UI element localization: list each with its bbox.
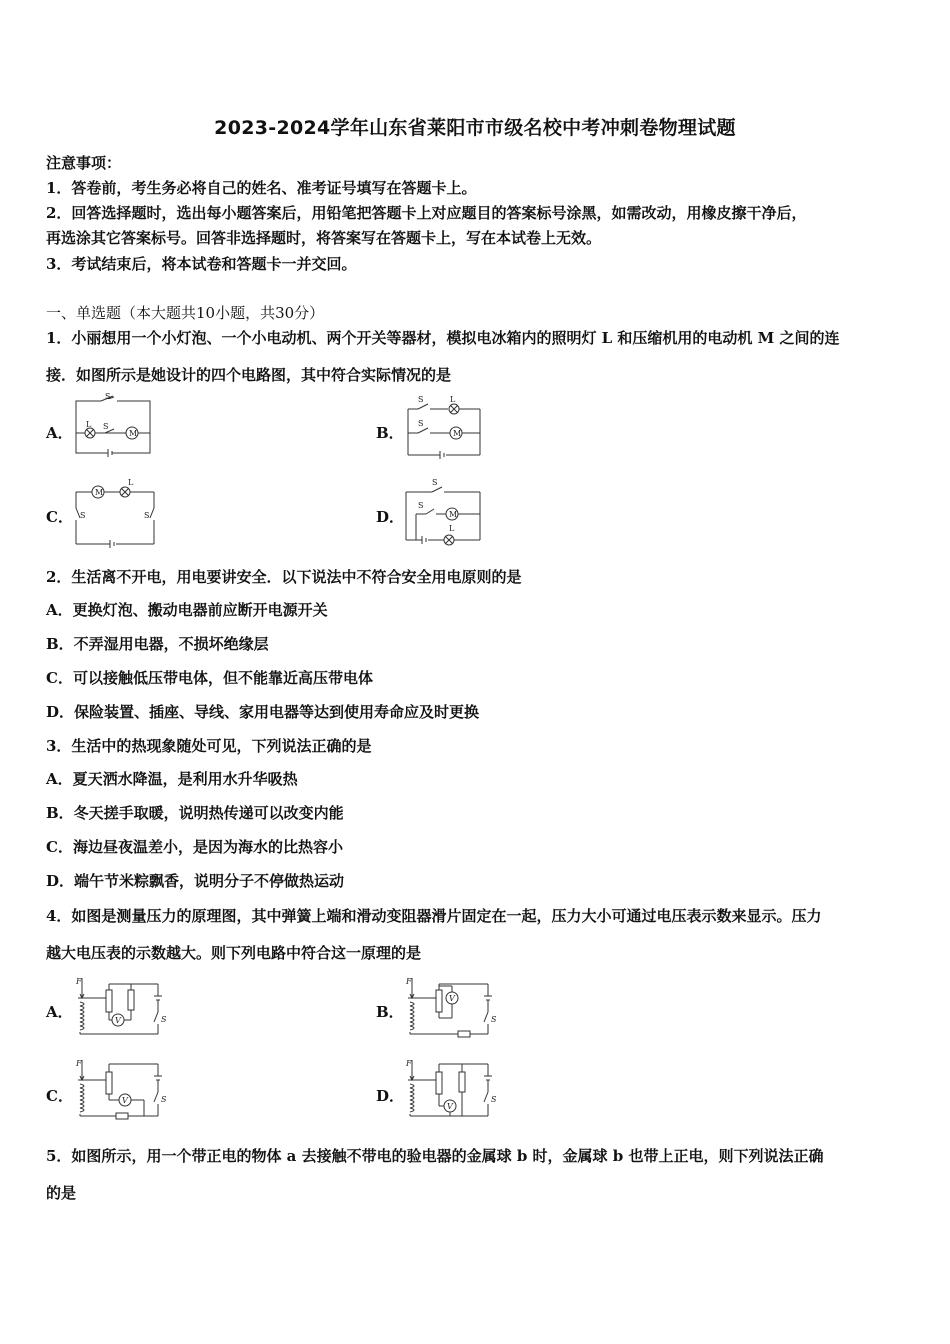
- q1-option-d-label[interactable]: D．: [376, 508, 405, 526]
- notice-item: 3．考试结束后，将本试卷和答题卡一并交回。: [46, 255, 357, 273]
- q4-circuit-a: [70, 972, 170, 1042]
- s2-label: S: [418, 419, 424, 428]
- q4-option-b-label[interactable]: B．: [376, 1003, 404, 1021]
- switch-label: S: [491, 1095, 497, 1104]
- section-heading: 一、单选题（本大题共10小题，共30分）: [46, 304, 325, 322]
- rheostat-icon: [436, 1072, 442, 1094]
- resistor-icon: [458, 1031, 470, 1037]
- switch-label: S: [491, 1015, 497, 1024]
- q1-option-a-label[interactable]: A．: [46, 424, 73, 442]
- q1-circuit-a: [72, 393, 154, 463]
- q2-option-a[interactable]: A．更换灯泡、搬动电器前应断开电源开关: [46, 601, 328, 619]
- q5-stem-line2: 的是: [46, 1184, 77, 1202]
- s1-label: S: [103, 422, 109, 431]
- rheostat-icon: [106, 1072, 112, 1094]
- switch-label: S: [161, 1095, 167, 1104]
- q1-circuit-c: [70, 478, 160, 548]
- s2-label: S: [418, 501, 424, 510]
- motor-label: M: [129, 429, 138, 438]
- resistor-icon: [116, 1113, 128, 1119]
- force-label: F: [76, 977, 82, 986]
- notice-heading: 注意事项：: [46, 154, 122, 172]
- spring-icon: [410, 1002, 414, 1030]
- q2-option-d[interactable]: D．保险装置、插座、导线、家用电器等达到使用寿命应及时更换: [46, 703, 480, 721]
- s1-label: S: [418, 395, 424, 404]
- voltmeter-label: V: [115, 1016, 121, 1025]
- page-title: 2023-2024学年山东省莱阳市市级名校中考冲刺卷物理试题: [214, 117, 736, 139]
- spring-icon: [80, 1084, 84, 1112]
- rheostat-icon: [106, 990, 112, 1012]
- q4-circuit-b: [400, 972, 500, 1042]
- lamp-label: L: [450, 395, 456, 404]
- q4-option-a-label[interactable]: A．: [46, 1003, 73, 1021]
- q1-option-c-label[interactable]: C．: [46, 508, 73, 526]
- q4-option-c-label[interactable]: C．: [46, 1087, 73, 1105]
- notice-item: 1．答卷前，考生务必将自己的姓名、准考证号填写在答题卡上。: [46, 179, 477, 197]
- rheostat-icon: [436, 990, 442, 1012]
- switch-label: S: [161, 1015, 167, 1024]
- q1-circuit-d: [402, 478, 484, 550]
- q3-option-a[interactable]: A．夏天洒水降温，是利用水升华吸热: [46, 770, 298, 788]
- motor-label: M: [449, 510, 458, 519]
- q1-stem-line2: 接．如图所示是她设计的四个电路图，其中符合实际情况的是: [46, 366, 452, 384]
- lamp-label: L: [449, 524, 455, 533]
- q1-circuit-b: [404, 393, 484, 463]
- q3-option-d[interactable]: D．端午节米粽飘香，说明分子不停做热运动: [46, 872, 345, 890]
- force-label: F: [76, 1059, 82, 1068]
- q4-circuit-d: [400, 1056, 500, 1126]
- force-label: F: [406, 1059, 412, 1068]
- q4-stem-line1: 4．如图是测量压力的原理图，其中弹簧上端和滑动变阻器滑片固定在一起，压力大小可通过电压表示数来显示。压力: [46, 907, 822, 925]
- voltmeter-label: V: [447, 1102, 453, 1111]
- q4-stem-line2: 越大电压表的示数越大。则下列电路中符合这一原理的是: [46, 944, 422, 962]
- s1-label: S: [80, 511, 86, 520]
- motor-label: M: [95, 488, 104, 497]
- spring-icon: [80, 1002, 84, 1030]
- q2-option-b[interactable]: B．不弄湿用电器，不损坏绝缘层: [46, 635, 269, 653]
- q3-option-b[interactable]: B．冬天搓手取暖，说明热传递可以改变内能: [46, 804, 344, 822]
- q3-stem: 3．生活中的热现象随处可见，下列说法正确的是: [46, 737, 372, 755]
- lamp-label: L: [128, 478, 134, 487]
- q5-stem-line1: 5．如图所示，用一个带正电的物体 a 去接触不带电的验电器的金属球 b 时，金属球 b 也带上正电，则下列说法正确: [46, 1147, 824, 1165]
- notice-item: 2．回答选择题时，选出每小题答案后，用铅笔把答题卡上对应题目的答案标号涂黑，如需改动，用橡皮擦干净后，: [46, 204, 807, 222]
- s1-label: S: [432, 478, 438, 487]
- voltmeter-label: V: [449, 994, 455, 1003]
- q1-stem-line1: 1．小丽想用一个小灯泡、一个小电动机、两个开关等器材，模拟电冰箱内的照明灯 L 和压缩机用的电动机 M 之间的连: [46, 329, 840, 347]
- q2-option-c[interactable]: C．可以接触低压带电体，但不能靠近高压带电体: [46, 669, 373, 687]
- q4-option-d-label[interactable]: D．: [376, 1087, 405, 1105]
- lamp-label: L: [86, 420, 92, 429]
- q3-option-c[interactable]: C．海边昼夜温差小，是因为海水的比热容小: [46, 838, 343, 856]
- s2-label: S: [144, 511, 150, 520]
- q1-option-b-label[interactable]: B．: [376, 424, 404, 442]
- s2-label: S: [105, 393, 111, 401]
- q2-stem: 2．生活离不开电，用电要讲安全．以下说法中不符合安全用电原则的是: [46, 568, 522, 586]
- motor-label: M: [453, 429, 462, 438]
- notice-item: 再选涂其它答案标号。回答非选择题时，将答案写在答题卡上，写在本试卷上无效。: [46, 229, 602, 247]
- voltmeter-label: V: [122, 1096, 128, 1105]
- q4-circuit-c: [70, 1056, 170, 1126]
- spring-icon: [410, 1084, 414, 1112]
- force-label: F: [406, 977, 412, 986]
